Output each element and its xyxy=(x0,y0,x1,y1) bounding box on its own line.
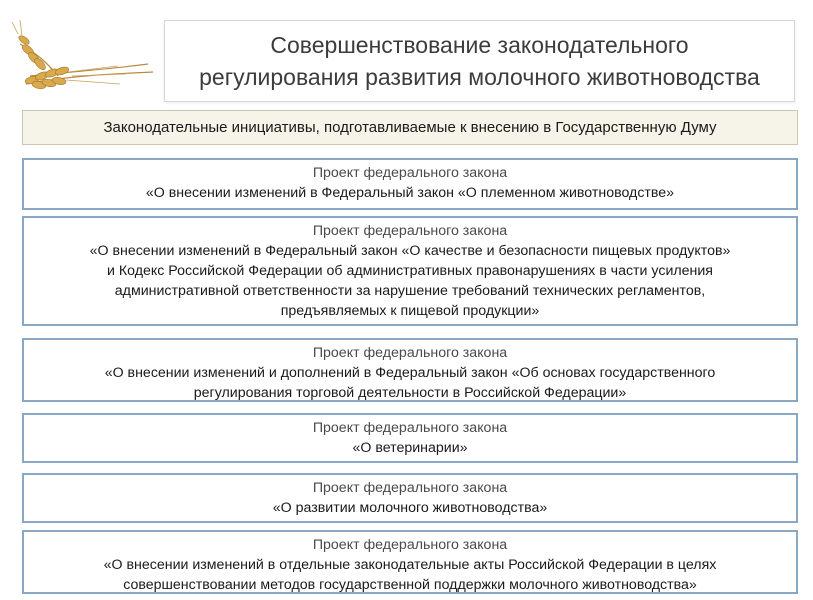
bill-kicker: Проект федерального закона xyxy=(312,223,508,239)
bill-title: «О внесении изменений в Федеральный закон «О племенном животноводстве» xyxy=(145,185,675,201)
bill-title: «О внесении изменений в отдельные законодательные акты Российской Федерации в целях совершенствовании методов государственной поддержки молочного животноводства» xyxy=(103,557,717,593)
bill-title: «О развитии молочного животноводства» xyxy=(272,500,548,516)
bill-card xyxy=(22,473,798,523)
bill-kicker: Проект федерального закона xyxy=(312,420,508,436)
bill-card xyxy=(22,216,798,326)
bill-card xyxy=(22,413,798,463)
wheat-ears-icon xyxy=(8,14,158,104)
bill-kicker: Проект федерального закона xyxy=(312,537,508,553)
bill-card xyxy=(22,338,798,402)
section-heading: Законодательные инициативы, подготавливаемые к внесению в Государственную Думу xyxy=(22,110,798,145)
bill-title: «О внесении изменений в Федеральный закон «О качестве и безопасности пищевых продуктов» и Кодекс Российской Федерации об административных правонарушениях в части усиления административной ответственности за нарушение требований технических регламентов, предъявляемых к пищевой продукции» xyxy=(89,243,731,319)
bill-card xyxy=(22,530,798,594)
title-panel xyxy=(164,20,795,102)
bill-kicker: Проект федерального закона xyxy=(312,165,508,181)
bill-title: «О внесении изменений и дополнений в Федеральный закон «Об основах государственного регулирования торговой деятельности в Российской Федерации» xyxy=(104,365,716,401)
page-title: Совершенствование законодательного регулирования развития молочного животноводства xyxy=(199,32,760,90)
bill-card xyxy=(22,158,798,210)
bill-title: «О ветеринарии» xyxy=(352,440,468,456)
bill-kicker: Проект федерального закона xyxy=(312,345,508,361)
bill-kicker: Проект федерального закона xyxy=(312,480,508,496)
